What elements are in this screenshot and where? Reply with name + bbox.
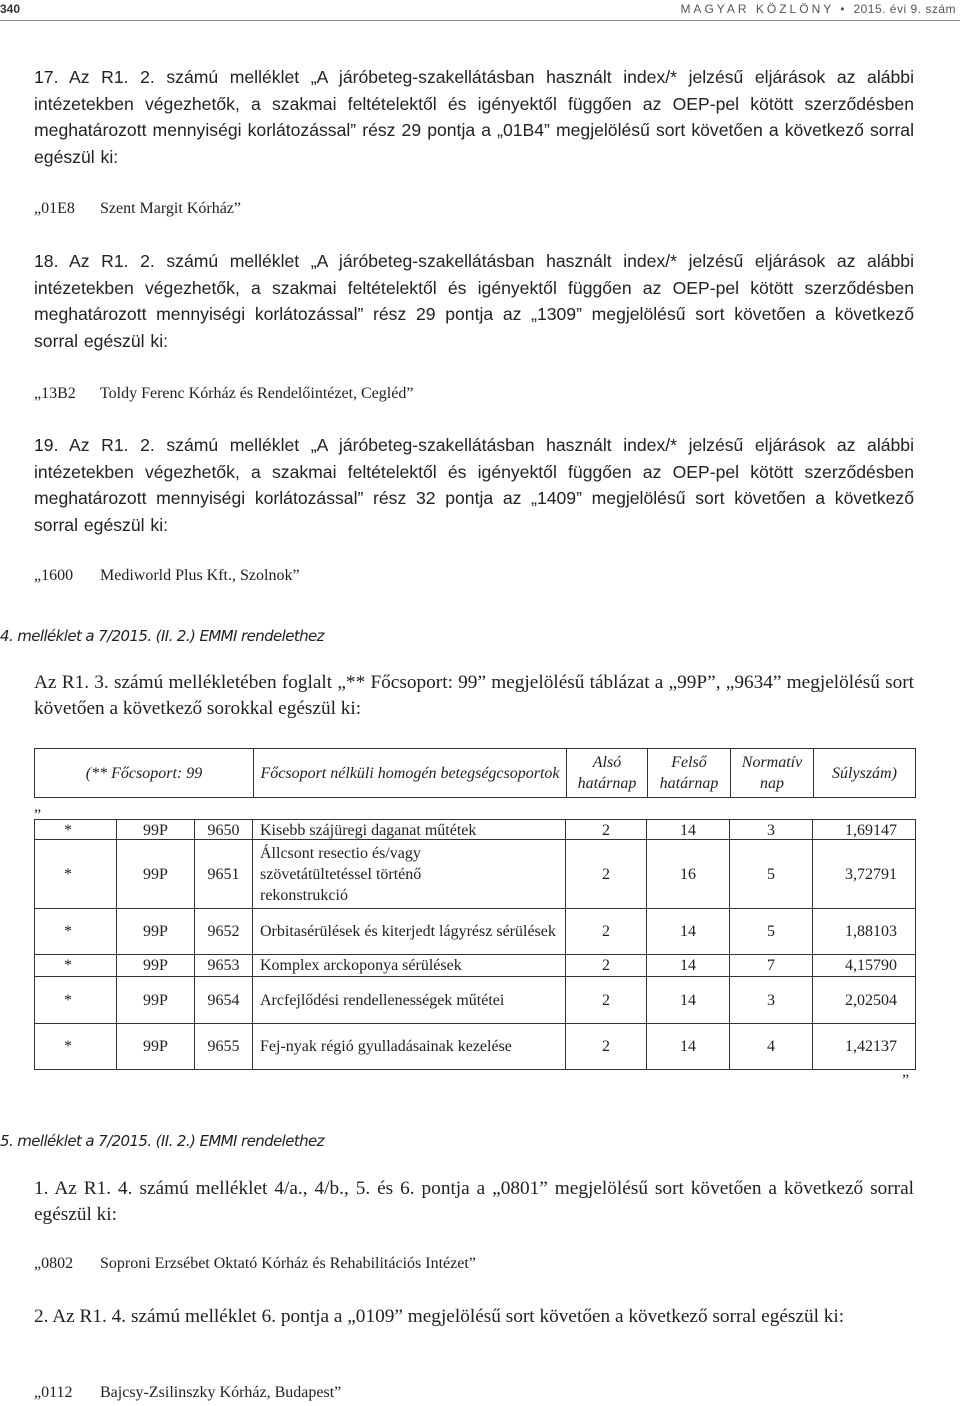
header-divider bbox=[813, 749, 814, 797]
separator-dot-icon: • bbox=[840, 2, 848, 16]
section-19-text: 19. Az R1. 2. számú melléklet „A járóbeteg-szakellátásban használt index/* jelzésű eljárások az alábbi intézetekben végezhetők, a szakmai feltételektől és igényektől függően az OEP-pel kötött szerződésben meghatározott mennyiségi korlátozással” rész 32 pontja az „1409” megjelölésű sort követően a következő sorral egészül ki: bbox=[34, 435, 914, 535]
row-name: Komplex arckoponya sérülések bbox=[260, 957, 462, 974]
header-lower: Alsó határnap bbox=[577, 754, 637, 792]
row-star: * bbox=[64, 865, 72, 883]
row-name: Orbitasérülések és kiterjedt lágyrész sérülések bbox=[260, 923, 556, 940]
row-name: Kisebb szájüregi daganat műtétek bbox=[260, 821, 477, 839]
page-header bbox=[0, 0, 960, 22]
row-group: 99P bbox=[143, 1038, 168, 1055]
header-divider bbox=[730, 749, 731, 797]
entry-name: Soproni Erzsébet Oktató Kórház és Rehabilitációs Intézet” bbox=[100, 1255, 476, 1272]
row-lower: 2 bbox=[602, 865, 610, 883]
row-normative: 3 bbox=[767, 821, 775, 839]
entry-name: Bajcsy-Zsilinszky Kórház, Budapest” bbox=[100, 1384, 342, 1401]
annex-5-item-1-entry bbox=[34, 1255, 476, 1273]
row-weight: 1,42137 bbox=[845, 1038, 897, 1055]
row-upper: 14 bbox=[680, 991, 696, 1009]
annex-5-item-2-text: 2. Az R1. 4. számú melléklet 6. pontja a „0109” megjelölésű sort követően a következő sorral egészül ki: bbox=[34, 1306, 845, 1327]
annex-5-item-2-entry bbox=[34, 1384, 341, 1402]
row-group: 99P bbox=[143, 865, 168, 883]
table-header bbox=[34, 748, 916, 798]
row-normative: 5 bbox=[767, 865, 775, 883]
row-code: 9654 bbox=[207, 991, 240, 1009]
row-code: 9650 bbox=[207, 821, 240, 839]
row-weight: 2,02504 bbox=[845, 991, 897, 1009]
row-upper: 16 bbox=[680, 865, 696, 883]
row-line bbox=[34, 1069, 916, 1070]
row-weight: 4,15790 bbox=[845, 957, 897, 974]
row-upper: 14 bbox=[680, 957, 696, 974]
section-18-text: 18. Az R1. 2. számú melléklet „A járóbeteg-szakellátásban használt index/* jelzésű eljárások az alábbi intézetekben végezhetők, a szakmai feltételektől és igényektől függően az OEP-pel kötött szerződésben meghatározott mennyiségi korlátozással” rész 29 pontja az „1309” megjelölésű sort követően a következő sorral egészül ki: bbox=[34, 251, 914, 351]
header-name: Főcsoport nélküli homogén betegségcsoportok bbox=[260, 764, 560, 782]
issue-label: 2015. évi 9. szám bbox=[853, 2, 956, 16]
page-number: 340 bbox=[0, 2, 21, 16]
header-group: (** Főcsoport: 99 bbox=[85, 764, 203, 782]
row-name: Állcsont resectio és/vagy szövetátültetéssel történő rekonstrukció bbox=[260, 844, 422, 904]
row-code: 9652 bbox=[207, 923, 240, 940]
row-normative: 4 bbox=[767, 1038, 775, 1055]
header-normative: Normatív nap bbox=[741, 754, 803, 792]
row-upper: 14 bbox=[680, 923, 696, 940]
section-17-entry bbox=[34, 200, 241, 218]
row-lower: 2 bbox=[602, 957, 610, 974]
header-weight: Súlyszám) bbox=[832, 764, 897, 782]
row-star: * bbox=[64, 821, 72, 839]
row-code: 9651 bbox=[207, 865, 240, 883]
row-code: 9653 bbox=[207, 957, 240, 974]
row-star: * bbox=[64, 923, 72, 940]
annex-4-heading: 4. melléklet a 7/2015. (II. 2.) EMMI rendelethez bbox=[0, 627, 324, 645]
entry-name: Toldy Ferenc Kórház és Rendelőintézet, Cegléd” bbox=[100, 385, 414, 402]
row-group: 99P bbox=[143, 821, 168, 839]
row-lower: 2 bbox=[602, 1038, 610, 1055]
annex-5-item-1-text: 1. Az R1. 4. számú melléklet 4/a., 4/b., 5. és 6. pontja a „0801” megjelölésű sort követően a következő sorral egészül ki: bbox=[34, 1178, 914, 1225]
header-rule bbox=[0, 20, 960, 21]
publication-name: MAGYAR KÖZLÖNY bbox=[680, 2, 835, 16]
row-star: * bbox=[64, 957, 72, 974]
entry-name: Szent Margit Kórház” bbox=[100, 200, 241, 217]
row-weight: 1,69147 bbox=[845, 821, 897, 839]
entry-code: „1600 bbox=[34, 567, 74, 584]
row-weight: 3,72791 bbox=[845, 865, 897, 883]
annex-5-heading: 5. melléklet a 7/2015. (II. 2.) EMMI rendelethez bbox=[0, 1132, 324, 1150]
section-17-text: 17. Az R1. 2. számú melléklet „A járóbeteg-szakellátásban használt index/* jelzésű eljárások az alábbi intézetekben végezhetők, a szakmai feltételektől és igényektől függően az OEP-pel kötött szerződésben meghatározott mennyiségi korlátozással” rész 29 pontja a „01B4” megjelölésű sort követően a következő sorral egészül ki: bbox=[34, 67, 914, 167]
row-group: 99P bbox=[143, 923, 168, 940]
row-upper: 14 bbox=[680, 1038, 696, 1055]
annex-4-text: Az R1. 3. számú mellékletében foglalt „** Főcsoport: 99” megjelölésű táblázat a „99P”, „9634” megjelölésű sort követően a következő sorokkal egészül ki: bbox=[34, 672, 914, 719]
table-close-quote: ” bbox=[902, 1072, 910, 1089]
section-18-entry bbox=[34, 385, 413, 403]
row-normative: 3 bbox=[767, 991, 775, 1009]
header-divider bbox=[566, 749, 567, 797]
col-line bbox=[252, 819, 253, 1070]
entry-code: „0112 bbox=[34, 1384, 73, 1401]
col-line bbox=[915, 819, 916, 1070]
header-upper: Felső határnap bbox=[659, 754, 719, 792]
row-group: 99P bbox=[143, 957, 168, 974]
entry-name: Mediworld Plus Kft., Szolnok” bbox=[100, 567, 300, 584]
row-upper: 14 bbox=[680, 821, 696, 839]
row-name: Fej-nyak régió gyulladásainak kezelése bbox=[260, 1038, 512, 1055]
row-normative: 7 bbox=[767, 957, 775, 974]
row-name: Arcfejlődési rendellenességek műtétei bbox=[260, 991, 505, 1009]
row-star: * bbox=[64, 991, 72, 1009]
row-normative: 5 bbox=[767, 923, 775, 940]
header-divider bbox=[647, 749, 648, 797]
entry-code: „0802 bbox=[34, 1255, 74, 1272]
table-open-quote: „ bbox=[34, 798, 42, 815]
row-lower: 2 bbox=[602, 821, 610, 839]
row-group: 99P bbox=[143, 991, 168, 1009]
row-lower: 2 bbox=[602, 991, 610, 1009]
row-code: 9655 bbox=[207, 1038, 240, 1055]
publication-title bbox=[680, 2, 956, 16]
entry-code: „01E8 bbox=[34, 200, 75, 217]
header-divider bbox=[253, 749, 254, 797]
entry-code: „13B2 bbox=[34, 385, 76, 402]
row-lower: 2 bbox=[602, 923, 610, 940]
row-star: * bbox=[64, 1038, 72, 1055]
row-weight: 1,88103 bbox=[845, 923, 897, 940]
col-line bbox=[34, 819, 35, 1070]
section-19-entry bbox=[34, 567, 300, 585]
